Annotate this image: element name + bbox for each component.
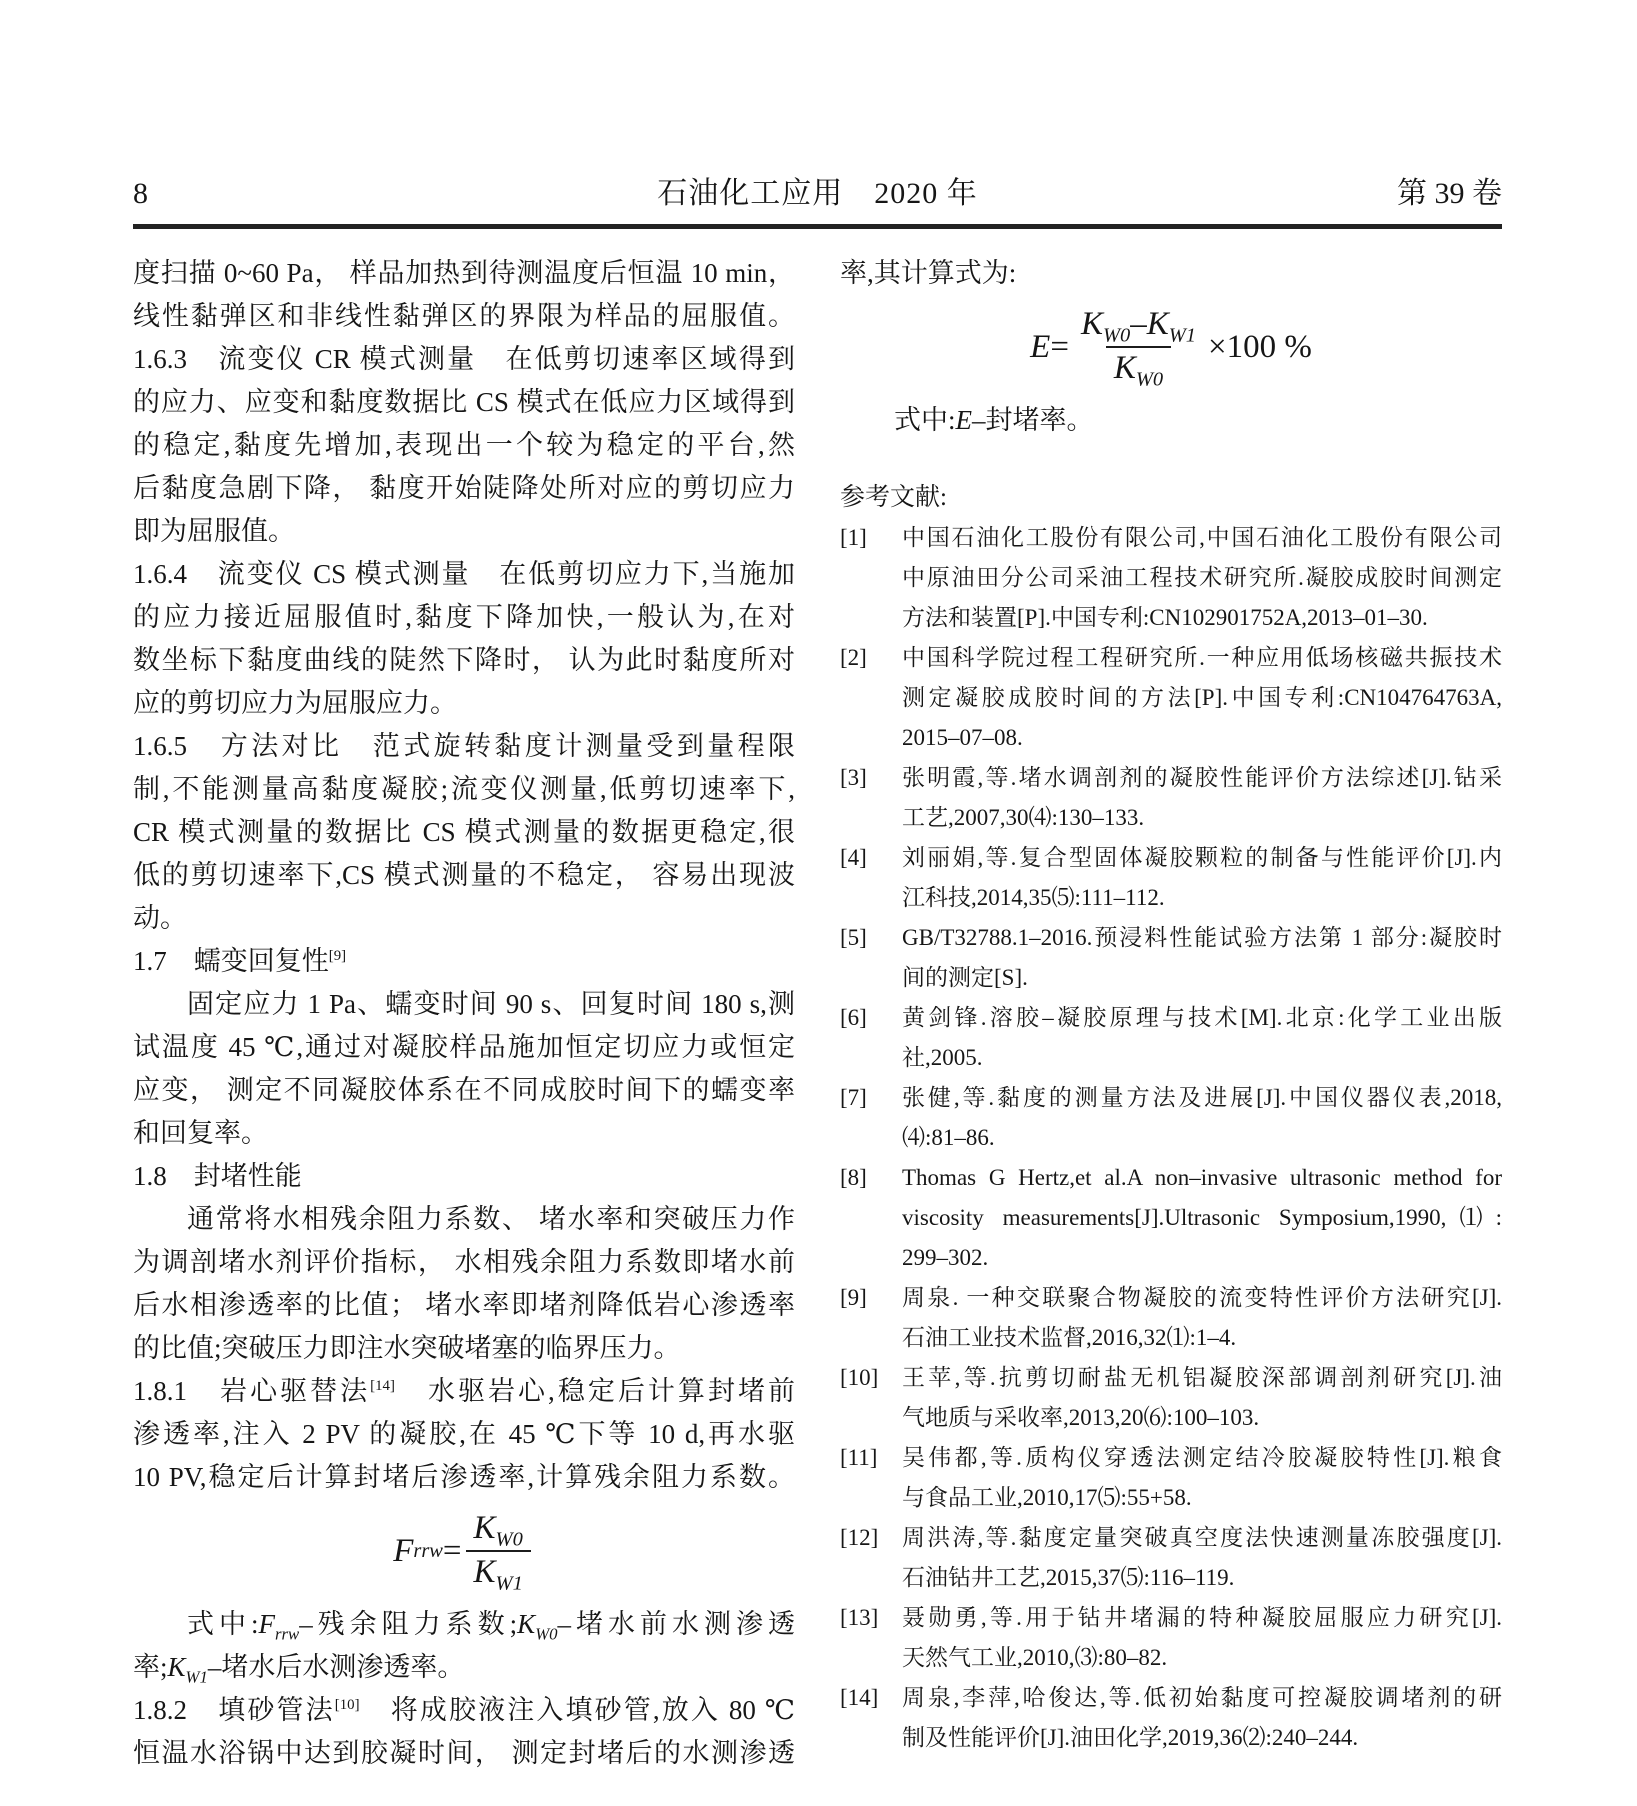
section-heading-1-7: [133, 940, 795, 983]
section-heading-1-8-1: [133, 1370, 795, 1413]
denominator-var: K: [473, 1554, 496, 1590]
equals-sign: =: [442, 1532, 462, 1569]
reference-number: [11]: [840, 1445, 878, 1470]
body-line: 的比值;突破压力即注水突破堵塞的临界压力。: [133, 1333, 681, 1363]
formula-lhs: E: [1030, 328, 1051, 365]
body-line: 的稳定,黏度先增加,表现出一个较为稳定的平台,然: [133, 430, 795, 460]
reference-number: [1]: [840, 525, 867, 550]
body-line: 固定应力 1 Pa、蠕变时间 90 s、回复时间 180 s,测: [187, 989, 795, 1019]
reference-number: [6]: [840, 1005, 867, 1030]
body-line: 后水相渗透率的比值； 堵水率即堵剂降低岩心渗透率: [133, 1290, 795, 1320]
reference-number: [10]: [840, 1365, 879, 1390]
body-line: 的应力、应变和黏度数据比 CS 模式在低应力区域得到: [133, 387, 795, 417]
reference-item: [840, 1598, 1502, 1678]
body-line: 动。: [133, 903, 187, 933]
heading-text: 1.8.1 岩心驱替法: [133, 1376, 371, 1406]
body-line: 应变， 测定不同凝胶体系在不同成胶时间下的蠕变率: [133, 1075, 795, 1105]
body-line: 率,其计算式为:: [840, 258, 1017, 288]
numerator-var: K: [1146, 306, 1169, 343]
page-number: 8: [133, 177, 148, 210]
fraction: [466, 1510, 531, 1595]
legend-var: E: [955, 405, 973, 435]
legend-text: 式中:: [894, 405, 956, 435]
fraction-numerator: [1073, 306, 1204, 346]
reference-item: [840, 1518, 1502, 1598]
heading-tail: 将成胶液注入填砂管,放入 80 ℃: [359, 1695, 795, 1725]
reference-line: 2015–07–08.: [902, 725, 1023, 750]
reference-text: [902, 1078, 1502, 1158]
reference-line: GB/T32788.1–2016.预浸料性能试验方法第 1 部分:凝胶时: [902, 925, 1502, 950]
residual-resistance-formula: F rrw = $\frac{K_{W0}}{K_{W1}}$: [133, 1499, 795, 1603]
fraction-denominator: [1106, 346, 1171, 391]
journal-title: 石油化工应用 2020 年: [657, 177, 978, 210]
citation-superscript: [10]: [334, 1697, 360, 1713]
reference-line: ⑷:81–86.: [902, 1125, 995, 1150]
legend-var: K: [167, 1652, 186, 1682]
reference-line: 社,2005.: [902, 1045, 983, 1070]
reference-item: [840, 1278, 1502, 1358]
reference-item: [840, 1078, 1502, 1158]
reference-line: 王苹,等.抗剪切耐盐无机铝凝胶深部调剖剂研究[J].油: [902, 1365, 1502, 1390]
plugging-rate-formula: [840, 295, 1502, 399]
reference-line: 方法和装置[P].中国专利:CN102901752A,2013–01–30.: [902, 605, 1428, 630]
legend-text: –封堵率。: [972, 405, 1094, 435]
reference-line: 刘丽娟,等.复合型固体凝胶颗粒的制备与性能评价[J].内: [902, 845, 1502, 870]
minus-sign: –: [1130, 306, 1147, 343]
equals-sign: =: [1050, 328, 1069, 365]
reference-line: 制及性能评价[J].油田化学,2019,36⑵:240–244.: [902, 1725, 1359, 1750]
body-line: 数坐标下黏度曲线的陡然下降时， 认为此时黏度所对: [133, 645, 795, 675]
legend-text: 率;: [133, 1652, 168, 1682]
body-line: 的应力接近屈服值时,黏度下降加快,一般认为,在对: [133, 602, 795, 632]
spacer: [840, 442, 1502, 478]
reference-text: [902, 1518, 1502, 1598]
body-line: 制,不能测量高黏度凝胶;流变仪测量,低剪切速率下,: [133, 774, 795, 804]
reference-line: 工艺,2007,30⑷:130–133.: [902, 805, 1145, 830]
numerator-subscript: W1: [1168, 324, 1196, 347]
reference-text: [902, 1678, 1502, 1758]
two-column-body: [133, 252, 1502, 1775]
reference-number: [14]: [840, 1685, 879, 1710]
legend-text: –堵水前水测渗透: [557, 1609, 795, 1639]
reference-line: 间的测定[S].: [902, 965, 1028, 990]
numerator-subscript: W0: [495, 1528, 523, 1551]
heading-text: 1.7 蠕变回复性: [133, 946, 329, 976]
reference-item: [840, 518, 1502, 638]
reference-line: 张健,等.黏度的测量方法及进展[J].中国仪器仪表,2018,: [902, 1085, 1502, 1110]
citation-superscript: [14]: [370, 1378, 395, 1394]
legend-var: F: [258, 1609, 275, 1639]
reference-line: 江科技,2014,35⑸:111–112.: [902, 885, 1165, 910]
reference-text: [902, 1158, 1502, 1278]
denominator-var: K: [1113, 350, 1136, 386]
references-title: 参考文献:: [840, 484, 947, 511]
body-line: 度扫描 0~60 Pa， 样品加热到待测温度后恒温 10 min，: [133, 258, 795, 288]
reference-text: [902, 1598, 1502, 1678]
body-line: 10 PV,稳定后计算封堵后渗透率,计算残余阻力系数。: [133, 1462, 795, 1492]
reference-line: 与食品工业,2010,17⑸:55+58.: [902, 1485, 1192, 1510]
body-line: CR 模式测量的数据比 CS 模式测量的数据更稳定,很: [133, 817, 795, 847]
body-line: 渗透率,注入 2 PV 的凝胶,在 45 ℃下等 10 d,再水驱: [133, 1419, 795, 1449]
numerator-subscript: W0: [1102, 324, 1131, 347]
reference-line: 气地质与采收率,2013,20⑹:100–103.: [902, 1405, 1260, 1430]
denominator-subscript: W0: [1135, 368, 1164, 391]
numerator-var: K: [1080, 306, 1103, 343]
reference-line: 黄剑锋.溶胶–凝胶原理与技术[M].北京:化学工业出版: [902, 1005, 1502, 1030]
reference-number: [3]: [840, 765, 867, 790]
legend-var: K: [517, 1609, 536, 1639]
numerator-var: K: [473, 1510, 496, 1547]
formula-legend-line: [133, 1603, 795, 1646]
body-line: 为调剖堵水剂评价指标， 水相残余阻力系数即堵水前: [133, 1247, 795, 1277]
heading-tail: 水驱岩心,稳定后计算封堵前: [394, 1376, 795, 1406]
reference-item: [840, 1158, 1502, 1278]
reference-item: [840, 1438, 1502, 1518]
reference-line: 张明霞,等.堵水调剖剂的凝胶性能评价方法综述[J].钻采: [902, 765, 1502, 790]
reference-item: [840, 918, 1502, 998]
reference-line: 中国科学院过程工程研究所.一种应用低场核磁共振技术: [902, 645, 1502, 670]
section-heading-1-8-2: [133, 1689, 795, 1732]
reference-text: [902, 1278, 1502, 1358]
formula-lhs: F: [393, 1532, 414, 1569]
section-heading-1-8: 1.8 封堵性能: [133, 1161, 302, 1191]
heading-text: 1.8.2 填砂管法: [133, 1695, 335, 1725]
fraction: [1073, 306, 1204, 391]
reference-item: [840, 838, 1502, 918]
reference-line: 中国石油化工股份有限公司,中国石油化工股份有限公司: [902, 525, 1502, 550]
citation-superscript: [9]: [328, 948, 347, 964]
reference-item: [840, 998, 1502, 1078]
reference-text: [902, 518, 1502, 638]
legend-var-subscript: rrw: [275, 1624, 300, 1644]
reference-line: 吴伟都,等.质构仪穿透法测定结冷胶凝胶特性[J].粮食: [902, 1445, 1502, 1470]
reference-text: [902, 838, 1502, 918]
right-column: [840, 252, 1502, 1775]
left-column: [133, 252, 795, 1775]
reference-line: 测定凝胶成胶时间的方法[P].中国专利:CN104764763A,: [902, 685, 1502, 710]
reference-number: [5]: [840, 925, 867, 950]
reference-number: [7]: [840, 1085, 867, 1110]
legend-text: –堵水后水测渗透率。: [207, 1652, 465, 1682]
header-rule: [133, 224, 1502, 229]
reference-line: 周泉. 一种交联聚合物凝胶的流变特性评价方法研究[J].: [902, 1285, 1502, 1310]
formula-tail: ×100 %: [1207, 328, 1312, 365]
fraction-denominator: [466, 1550, 531, 1595]
reference-line: 石油钻井工艺,2015,37⑸:116–119.: [902, 1565, 1235, 1590]
legend-var-subscript: W1: [185, 1667, 208, 1687]
legend-text: –残余阻力系数;: [299, 1609, 518, 1639]
reference-line: 周洪涛,等.黏度定量突破真空度法快速测量冻胶强度[J].: [902, 1525, 1502, 1550]
body-line: 即为屈服值。: [133, 516, 295, 546]
volume-label: 第 39 卷: [1397, 177, 1502, 210]
reference-text: [902, 918, 1502, 998]
reference-line: 299–302.: [902, 1245, 989, 1270]
reference-number: [12]: [840, 1525, 879, 1550]
section-heading-1-6-5: 1.6.5 方法对比 范式旋转黏度计测量受到量程限: [133, 731, 795, 761]
reference-text: [902, 638, 1502, 758]
reference-line: Thomas G Hertz,et al.A non–invasive ultrasonic method for: [902, 1165, 1502, 1190]
denominator-subscript: W1: [495, 1572, 523, 1595]
reference-line: 石油工业技术监督,2016,32⑴:1–4.: [902, 1325, 1237, 1350]
body-line: 线性黏弹区和非线性黏弹区的界限为样品的屈服值。: [133, 301, 795, 331]
reference-text: [902, 998, 1502, 1078]
body-line: 后黏度急剧下降， 黏度开始陡降处所对应的剪切应力: [133, 473, 795, 503]
body-line: 应的剪切应力为屈服应力。: [133, 688, 457, 718]
reference-item: [840, 758, 1502, 838]
reference-line: 天然气工业,2010,⑶:80–82.: [902, 1645, 1168, 1670]
reference-item: [840, 1358, 1502, 1438]
body-line: 恒温水浴锅中达到胶凝时间， 测定封堵后的水测渗透: [133, 1738, 795, 1768]
reference-number: [2]: [840, 645, 867, 670]
reference-item: [840, 1678, 1502, 1758]
page-header: [133, 168, 1502, 212]
reference-text: [902, 758, 1502, 838]
reference-number: [4]: [840, 845, 867, 870]
reference-text: [902, 1438, 1502, 1518]
reference-line: 中原油田分公司采油工程技术研究所.凝胶成胶时间测定: [902, 565, 1502, 590]
formula-legend-line: [133, 1646, 795, 1689]
reference-text: [902, 1358, 1502, 1438]
reference-line: 周泉,李萍,哈俊达,等.低初始黏度可控凝胶调堵剂的研: [902, 1685, 1502, 1710]
fraction-numerator: [466, 1510, 531, 1550]
reference-number: [13]: [840, 1605, 879, 1630]
legend-var-subscript: W0: [535, 1624, 558, 1644]
body-line: 通常将水相残余阻力系数、 堵水率和突破压力作: [187, 1204, 795, 1234]
body-line: 低的剪切速率下,CS 模式测量的不稳定， 容易出现波: [133, 860, 795, 890]
section-heading-1-6-4: 1.6.4 流变仪 CS 模式测量 在低剪切应力下,当施加: [133, 559, 795, 589]
body-line: 试温度 45 ℃,通过对凝胶样品施加恒定切应力或恒定: [133, 1032, 795, 1062]
reference-number: [9]: [840, 1285, 867, 1310]
body-line: 和回复率。: [133, 1118, 268, 1148]
formula-legend-line: [840, 399, 1502, 442]
legend-text: 式中:: [187, 1609, 259, 1639]
reference-line: 聂勋勇,等.用于钻井堵漏的特种凝胶屈服应力研究[J].: [902, 1605, 1502, 1630]
section-heading-1-6-3: 1.6.3 流变仪 CR 模式测量 在低剪切速率区域得到: [133, 344, 795, 374]
reference-line: viscosity measurements[J].Ultrasonic Symposium,1990,⑴:: [902, 1205, 1502, 1230]
reference-item: [840, 638, 1502, 758]
reference-number: [8]: [840, 1165, 867, 1190]
